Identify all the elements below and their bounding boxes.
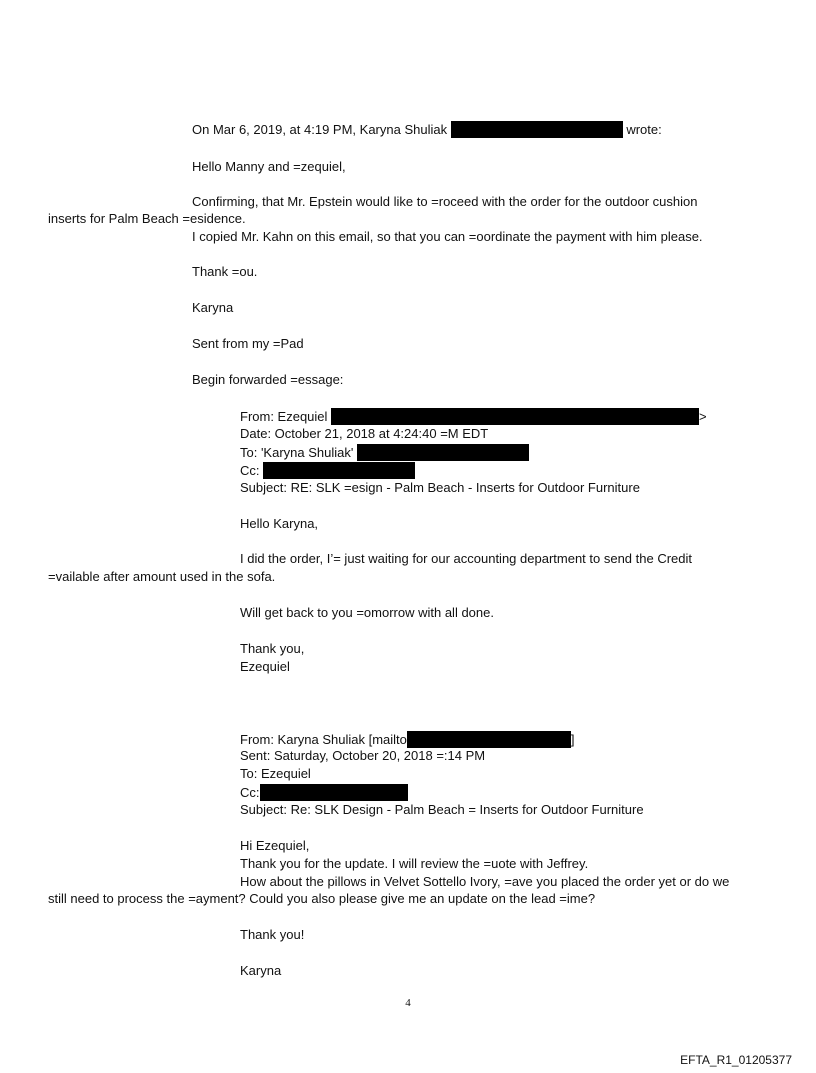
msg3-thanks: Thank you! — [240, 927, 305, 942]
msg1-greeting: Hello Manny and =zequiel, — [192, 159, 346, 174]
msg3-sent: Sent: Saturday, October 20, 2018 =:14 PM — [240, 748, 486, 763]
msg2-body-line-1: I did the order, I’= just waiting for our accounting department to send the Credit — [240, 551, 693, 566]
redaction-bar — [263, 462, 415, 479]
msg3-cc — [240, 784, 408, 801]
msg2-greeting: Hello Karyna, — [240, 516, 319, 531]
msg3-from-end: ] — [570, 732, 575, 747]
redaction-bar — [357, 444, 529, 461]
header-prefix: On Mar 6, 2019, at 4:19 PM, Karyna Shuliak — [192, 122, 451, 137]
page-number: 4 — [405, 997, 411, 1009]
msg2-cc-label: Cc: — [240, 463, 264, 478]
msg3-from — [240, 731, 575, 748]
bates-number: EFTA_R1_01205377 — [680, 1053, 792, 1067]
msg2-date: Date: October 21, 2018 at 4:24:40 =M EDT — [240, 426, 489, 441]
msg1-body-line-1: Confirming, that Mr. Epstein would like to =roceed with the order for the outdoor cushion — [192, 194, 698, 209]
msg2-to-label: To: 'Karyna Shuliak' — [240, 445, 357, 460]
msg2-from-end: > — [699, 409, 707, 424]
redaction-bar — [407, 731, 571, 748]
msg3-body-line-2: How about the pillows in Velvet Sottello Ivory, =ave you placed the order yet or do we — [240, 874, 730, 889]
redaction-bar — [331, 408, 699, 425]
msg1-thanks: Thank =ou. — [192, 264, 258, 279]
msg3-cc-label: Cc: — [240, 785, 260, 800]
msg3-subject: Subject: Re: SLK Design - Palm Beach = Inserts for Outdoor Furniture — [240, 802, 644, 817]
msg2-subject: Subject: RE: SLK =esign - Palm Beach - Inserts for Outdoor Furniture — [240, 480, 640, 495]
msg3-body-line-3: still need to process the =ayment? Could you also please give me an update on the lead =ime? — [48, 891, 596, 906]
msg1-body-line-3: I copied Mr. Kahn on this email, so that you can =oordinate the payment with him please. — [192, 229, 703, 244]
msg3-to: To: Ezequiel — [240, 766, 311, 781]
msg2-from — [240, 408, 707, 425]
header-suffix: wrote: — [622, 122, 662, 137]
msg2-body-line-2: =vailable after amount used in the sofa. — [48, 569, 276, 584]
msg1-body-line-2: inserts for Palm Beach =esidence. — [48, 211, 246, 226]
redaction-bar — [451, 121, 623, 138]
msg3-signature: Karyna — [240, 963, 282, 978]
msg2-thanks: Thank you, — [240, 641, 305, 656]
msg3-from-label: From: Karyna Shuliak [mailto — [240, 732, 407, 747]
msg3-body-line-1: Thank you for the update. I will review the =uote with Jeffrey. — [240, 856, 589, 871]
msg2-from-label: From: Ezequiel — [240, 409, 332, 424]
forwarded-label: Begin forwarded =essage: — [192, 372, 344, 387]
msg2-to — [240, 444, 529, 461]
msg2-signature: Ezequiel — [240, 659, 290, 674]
msg1-sent-from: Sent from my =Pad — [192, 336, 304, 351]
redaction-bar — [260, 784, 408, 801]
header-line — [192, 121, 662, 138]
msg2-cc — [240, 462, 415, 479]
msg2-body-line-3: Will get back to you =omorrow with all done. — [240, 605, 494, 620]
msg1-signature: Karyna — [192, 300, 234, 315]
msg3-greeting: Hi Ezequiel, — [240, 838, 310, 853]
